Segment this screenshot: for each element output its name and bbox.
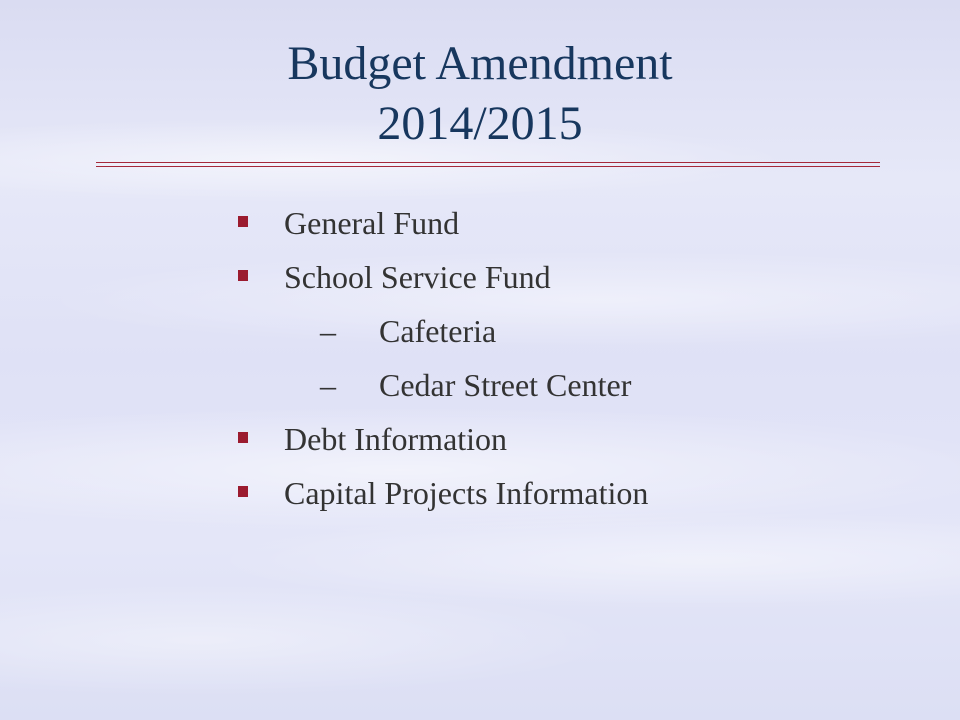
slide-title: [0, 34, 960, 154]
dash-bullet-icon: –: [320, 367, 336, 403]
title-line-1: Budget Amendment: [287, 37, 673, 90]
square-bullet-icon: [238, 432, 248, 443]
title-divider: [96, 162, 880, 167]
bullet-label: General Fund: [284, 205, 460, 241]
sub-item-label: Cedar Street Center: [379, 367, 632, 403]
bullet-label: Capital Projects Information: [284, 475, 649, 511]
bullet-label: School Service Fund: [284, 259, 551, 295]
divider-rule-bottom: [96, 166, 880, 167]
sub-item-label: Cafeteria: [379, 313, 497, 349]
square-bullet-icon: [238, 270, 248, 281]
bullet-label: Debt Information: [284, 421, 508, 457]
dash-bullet-icon: –: [320, 313, 336, 349]
square-bullet-icon: [238, 486, 248, 497]
title-line-2: 2014/2015: [377, 97, 583, 150]
divider-rule-top: [96, 162, 880, 163]
square-bullet-icon: [238, 216, 248, 227]
